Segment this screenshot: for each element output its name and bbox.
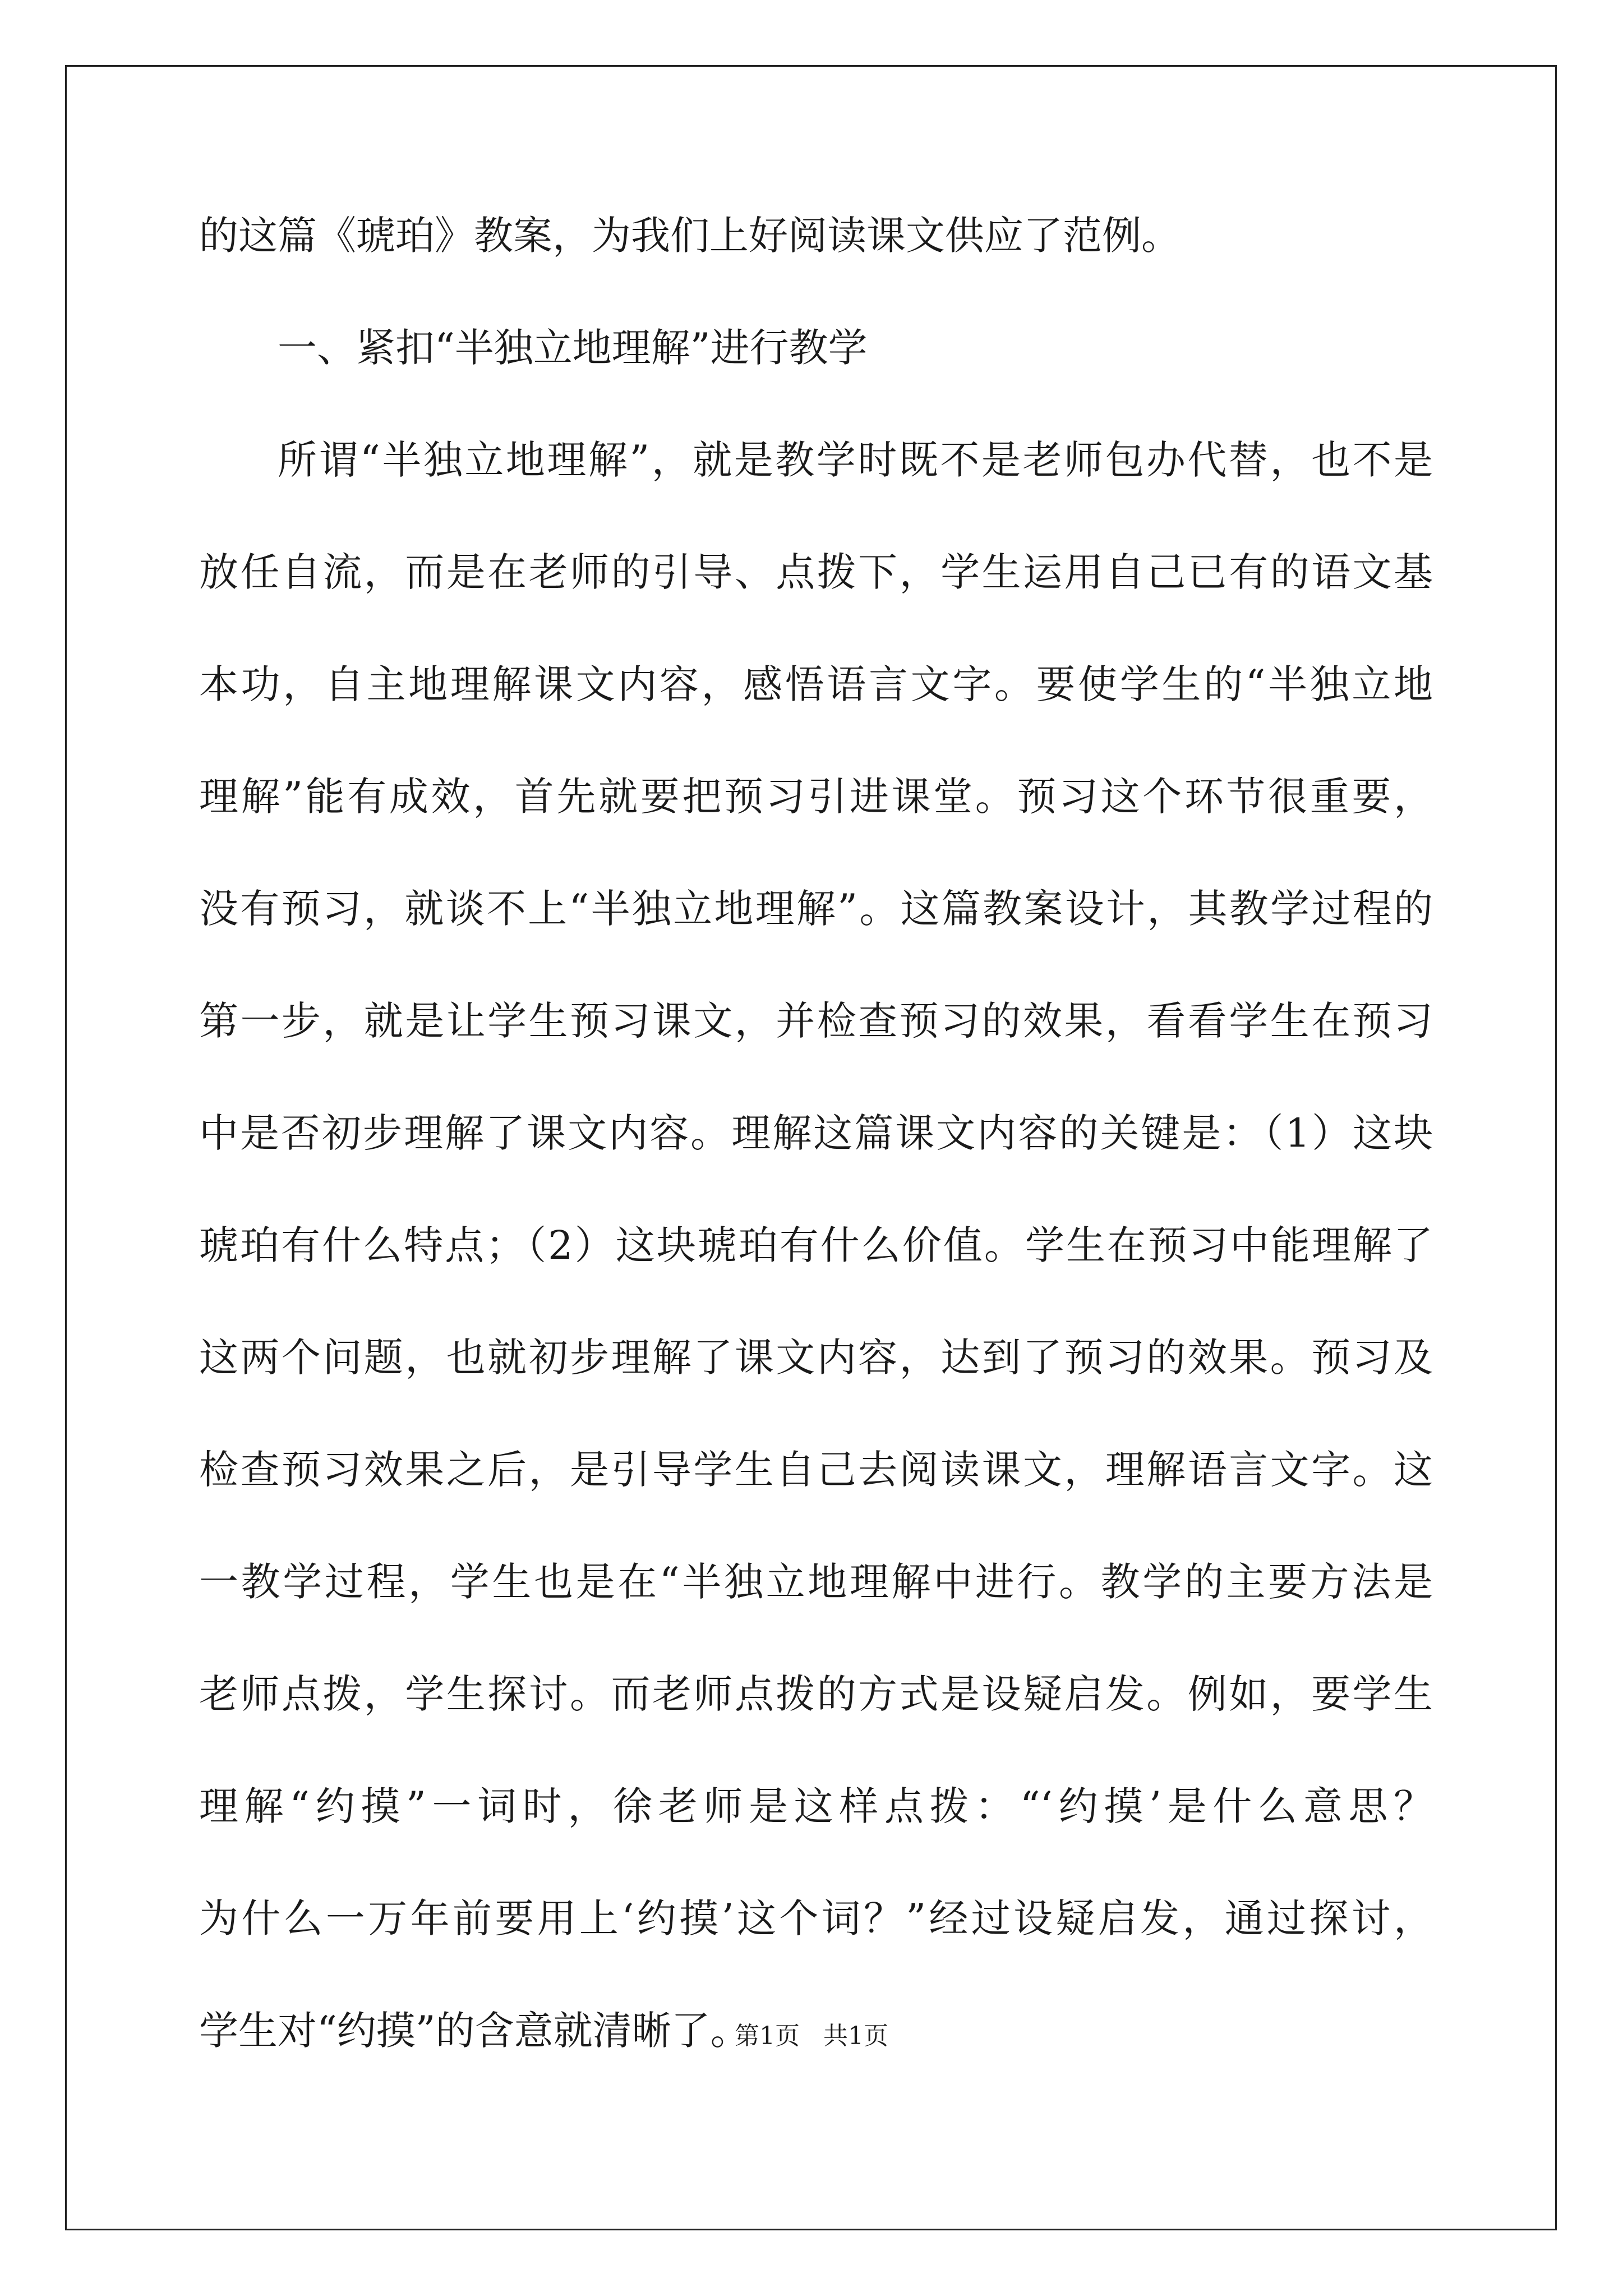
text-line: 第一步，就是让学生预习课文，并检查预习的效果，看看学生在预习 [199, 998, 1433, 1044]
text-line: 没有预习，就谈不上“半独立地理解”。这篇教案设计，其教学过程的 [199, 886, 1433, 932]
text-line: 放任自流，而是在老师的引导、点拨下，学生运用自己已有的语文基 [199, 549, 1433, 595]
section-heading: 一、紧扣“半独立地理解”进行教学 [278, 325, 868, 371]
text-line: 中是否初步理解了课文内容。理解这篇课文内容的关键是：（1）这块 [199, 1110, 1433, 1156]
text-line: 学生对“约摸”的含意就清晰了。 [199, 2008, 750, 2054]
text-line: 所谓“半独立地理解”，就是教学时既不是老师包办代替，也不是 [278, 437, 1433, 483]
text-line: 老师点拨，学生探讨。而老师点拨的方式是设疑启发。例如，要学生 [199, 1671, 1433, 1717]
text-line: 的这篇《琥珀》教案，为我们上好阅读课文供应了范例。 [199, 213, 1181, 259]
text-line: 一教学过程，学生也是在“半独立地理解中进行。教学的主要方法是 [199, 1559, 1433, 1605]
text-line: 这两个问题，也就初步理解了课文内容，达到了预习的效果。预习及 [199, 1335, 1433, 1381]
text-line: 为什么一万年前要用上‘约摸’这个词？”经过设疑启发，通过探讨， [199, 1895, 1433, 1941]
text-line: 琥珀有什么特点；（2）这块琥珀有什么价值。学生在预习中能理解了 [199, 1222, 1433, 1268]
page-footer: 第1页 共1页 [735, 2022, 888, 2050]
text-line: 检查预习效果之后，是引导学生自己去阅读课文，理解语言文字。这 [199, 1447, 1433, 1493]
text-line: 本功，自主地理解课文内容，感悟语言文字。要使学生的“半独立地 [199, 661, 1433, 707]
text-line: 理解”能有成效，首先就要把预习引进课堂。预习这个环节很重要， [199, 774, 1433, 820]
text-line: 理解“约摸”一词时，徐老师是这样点拨：“‘约摸’是什么意思？ [199, 1783, 1433, 1829]
